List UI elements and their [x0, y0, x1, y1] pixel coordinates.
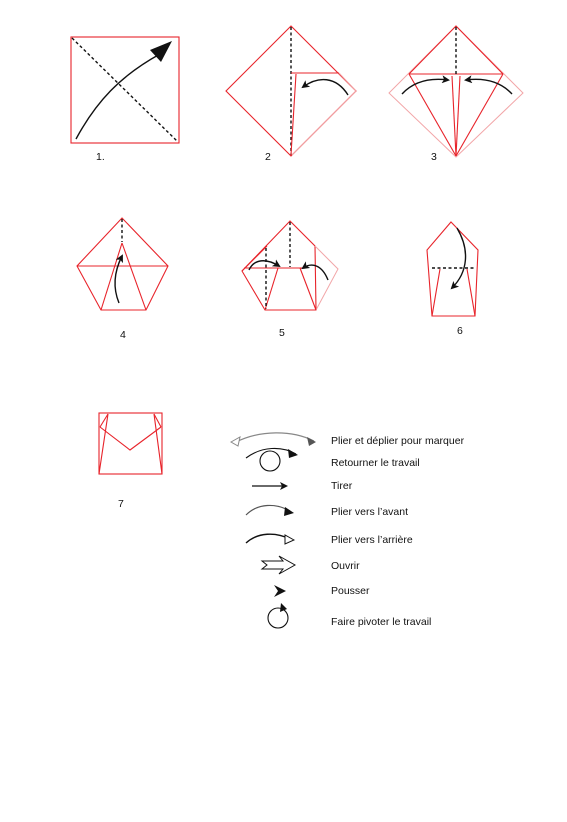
- step-2: [226, 26, 356, 163]
- legend-label-mountain-fold: Plier vers l’arrière: [331, 534, 413, 546]
- fold-unfold-arrow-icon: [231, 433, 316, 446]
- legend-label-fold-unfold: Plier et déplier pour marquer: [331, 435, 465, 447]
- legend-label-rotate: Faire pivoter le travail: [331, 616, 432, 628]
- flap-crease: [291, 74, 296, 155]
- valley-fold-arrow-icon: [303, 80, 348, 95]
- legend-label-push: Pousser: [331, 585, 370, 597]
- push-arrow-icon: [274, 585, 286, 597]
- turn-over-icon: [246, 448, 298, 471]
- legend-label-valley-fold: Plier vers l’avant: [331, 506, 409, 518]
- step-label: 7: [118, 498, 124, 510]
- right-flap: [456, 74, 503, 156]
- step-label: 2: [265, 151, 271, 163]
- valley-fold-arrow-icon: [452, 228, 466, 288]
- step-5: [242, 221, 338, 339]
- valley-fold-arrow-icon: [402, 79, 448, 94]
- flap-crease: [467, 269, 475, 316]
- open-arrow-icon: [262, 556, 295, 574]
- envelope-flap: [100, 427, 161, 450]
- valley-fold-arrow-icon: [249, 261, 279, 270]
- step-3: [389, 26, 523, 163]
- legend: [231, 433, 465, 628]
- valley-fold-arrow-icon: [246, 505, 294, 516]
- left-flap: [101, 243, 122, 310]
- legend-label-open: Ouvrir: [331, 560, 360, 572]
- right-flap: [122, 243, 146, 310]
- back-edge: [292, 91, 356, 155]
- step-label: 6: [457, 325, 463, 337]
- back-edge: [339, 73, 356, 91]
- left-edge: [242, 246, 267, 271]
- step-label: 4: [120, 329, 126, 341]
- valley-fold-arrow-icon: [466, 79, 512, 94]
- step-1: [71, 37, 179, 163]
- crease: [456, 76, 460, 156]
- flap-crease: [265, 268, 278, 310]
- flap-crease: [154, 414, 162, 474]
- mountain-fold-arrow-icon: [246, 534, 294, 544]
- step-4: [77, 218, 168, 341]
- rotate-icon: [268, 603, 288, 628]
- left-flap: [409, 74, 456, 156]
- crease: [452, 76, 456, 156]
- step-label: 5: [279, 327, 285, 339]
- fold-arrow-icon: [76, 54, 160, 139]
- envelope-result: [99, 413, 162, 474]
- flap-crease: [300, 268, 316, 310]
- arrowhead-icon: [150, 41, 172, 62]
- step-7: [99, 413, 162, 510]
- step-label: 1.: [96, 151, 105, 163]
- legend-label-turn-over: Retourner le travail: [331, 457, 420, 469]
- flap-crease: [432, 269, 440, 316]
- step-6: [427, 222, 478, 337]
- legend-label-pull: Tirer: [331, 480, 353, 492]
- step-label: 3: [431, 151, 437, 163]
- flap-crease: [99, 414, 108, 474]
